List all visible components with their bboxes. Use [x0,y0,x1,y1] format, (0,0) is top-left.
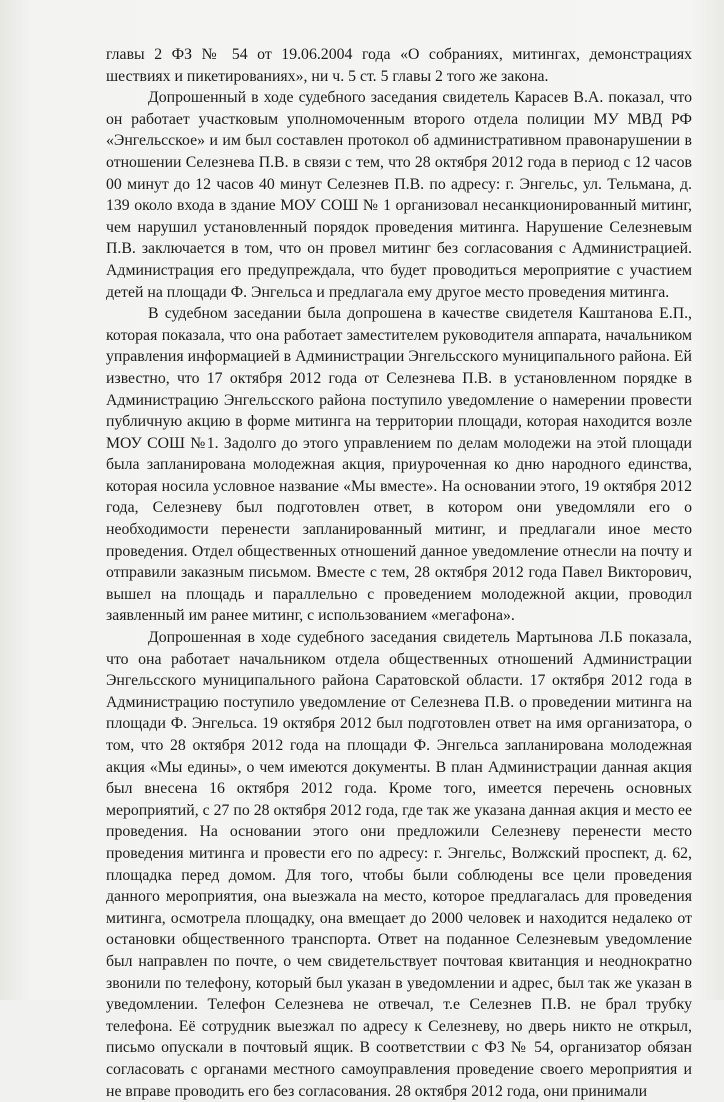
paragraph-4: Допрошенная в ходе судебного заседания свидетель Мартынова Л.Б показала, что она работает начальником отдела общественных отношений Администрации Энгельсского муниципального района Саратовской области. 17 октября 2012 года в Администрацию поступило уведомление от Селезнева П.В. о проведении митинга на площади Ф. Энгельса. 19 октября 2012 был подготовлен ответ на имя организатора, о том, что 28 октября 2012 года на площади Ф. Энгельса запланирована молодежная акция «Мы едины», о чем имеются документы. В план Администрации данная акция был внесена 16 октября 2012 года. Кроме того, имеется перечень основных мероприятий, с 27 по 28 октября 2012 года, где так же указана данная акция и место ее проведения. На основании этого они предложили Селезневу перенести место проведения митинга и провести его по адресу: г. Энгельс, Волжский проспект, д. 62, площадка перед домом. Для того, чтобы были соблюдены все цели проведения данного мероприятия, она выезжала на место, которое предлагалась для проведения митинга, осмотрела площадку, она вмещает до 2000 человек и находится недалеко от остановки общественного транспорта. Ответ на поданное Селезневым уведомление был направлен по почте, о чем свидетельствует почтовая квитанция и неоднократно звонили по телефону, который был указан в уведомлении и адрес, был так же указан в уведомлении. Телефон Селезнева не отвечал, т.е Селезнев П.В. не брал трубку телефона. Её сотрудник выезжал по адресу к Селезневу, но дверь никто не открыл, письмо опускали в почтовый ящик. В соответствии с ФЗ № 54, организатор обязан согласовать с органами местного самоуправления проведение своего мероприятия и не вправе проводить его без согласования. 28 октября 2012 года, они принимали [106,629,692,1100]
paragraph-3: В судебном заседании была допрошена в качестве свидетеля Каштанова Е.П., которая показала, что она работает заместителем руководителя аппарата, начальником управления информацией в Администрации Энгельсского муниципального района. Ей известно, что 17 октября 2012 года от Селезнева П.В. в установленном порядке в Администрацию Энгельсского района поступило уведомление о намерении провести публичную акцию в форме митинга на территории площади, которая находится возле МОУ СОШ №1. Задолго до этого управлением по делам молодежи на этой площади была запланирована молодежная акция, приуроченная ко дню народного единства, которая носила условное название «Мы вместе». На основании этого, 19 октября 2012 года, Селезневу был подготовлен ответ, в котором они уведомляли его о необходимости перенести запланированный митинг, и предлагали иное место проведения. Отдел общественных отношений данное уведомление отнесли на почту и отправили заказным письмом. Вместе с тем, 28 октября 2012 года Павел Викторович, вышел на площадь и параллельно с проведением молодежной акции, проводил заявленный им ранее митинг, с использованием «мегафона». [106,305,692,625]
paragraph-1: главы 2 ФЗ № 54 от 19.06.2004 года «О собраниях, митингах, демонстрациях шествиях и пикетированиях», ни ч. 5 ст. 5 главы 2 того же закона. [106,46,692,85]
paragraph-2: Допрошенный в ходе судебного заседания свидетель Карасев В.А. показал, что он работает участковым уполномоченным второго отдела полиции МУ МВД РФ «Энгельсское» и им был составлен протокол об административном правонарушении в отношении Селезнева П.В. в связи с тем, что 28 октября 2012 года в период с 12 часов 00 минут до 12 часов 40 минут Селезнев П.В. по адресу: г. Энгельс, ул. Тельмана, д. 139 около входа в здание МОУ СОШ № 1 организовал несанкционированный митинг, чем нарушил установленный порядок проведения митинга. Нарушение Селезневым П.В. заключается в том, что он провел митинг без согласования с Администрацией. Администрация его предупреждала, что будет проводиться мероприятие с участием детей на площади Ф. Энгельса и предлагала ему другое место проведения митинга. [106,89,692,301]
